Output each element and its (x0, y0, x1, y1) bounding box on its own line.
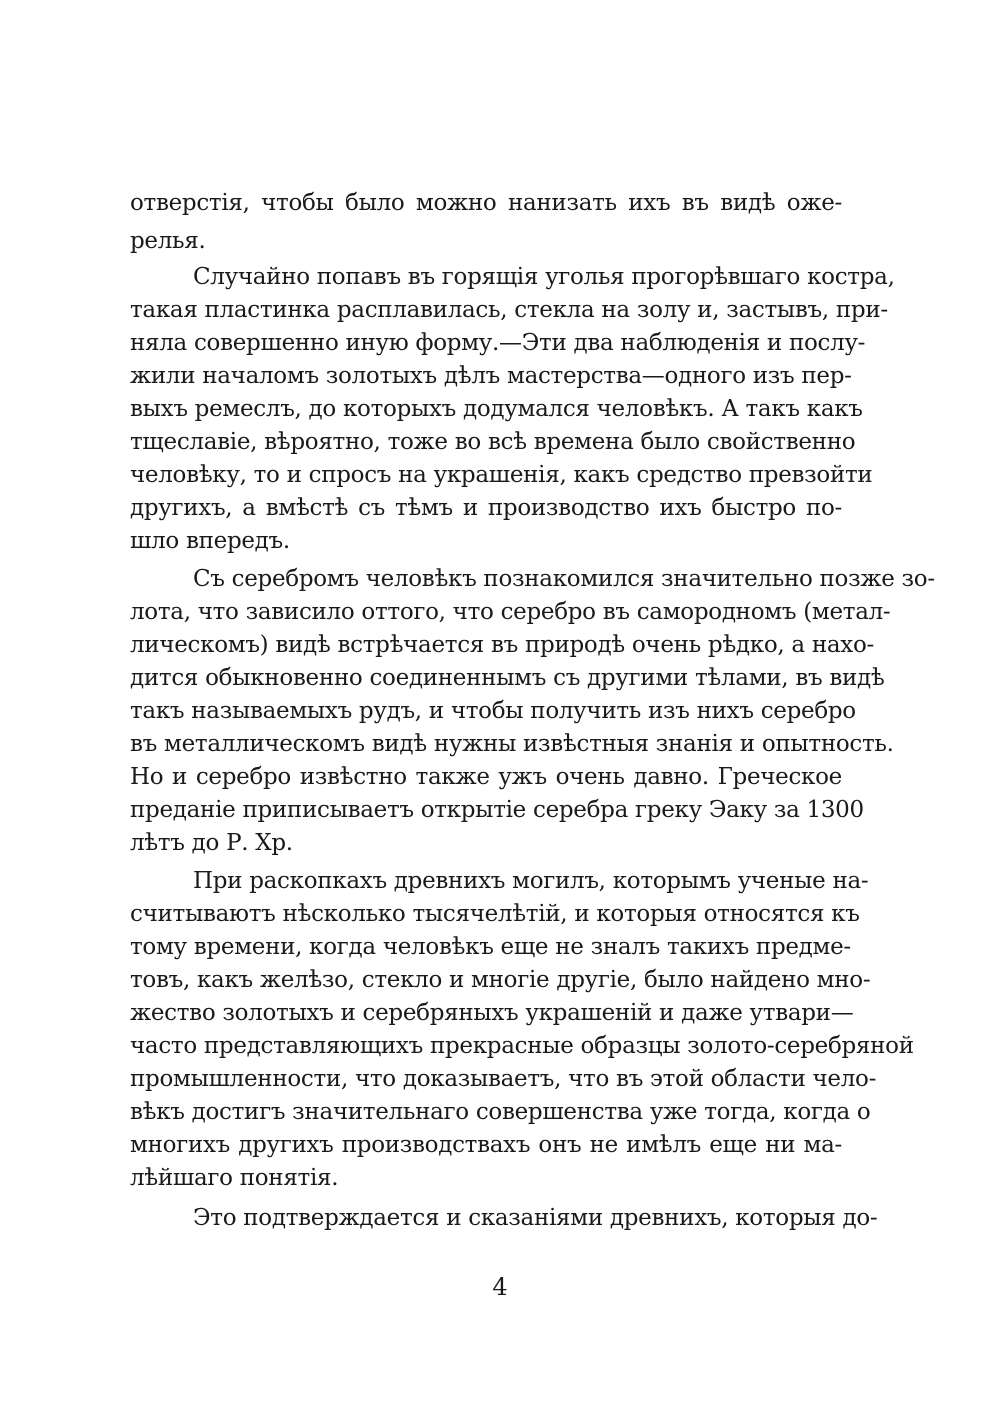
text-line: дится обыкновенно соединеннымъ съ другими тѣлами, въ видѣ (130, 665, 885, 691)
text-line: преданіе приписываетъ открытіе серебра греку Эаку за 1300 (130, 797, 864, 823)
text-line: такая пластинка расплавилась, стекла на золу и, застывъ, при- (130, 297, 888, 323)
text-line: лѣтъ до Р. Хр. (130, 830, 293, 856)
text-line: жество золотыхъ и серебряныхъ украшеній и даже утвари— (130, 1000, 854, 1026)
text-line: релья. (130, 228, 206, 254)
text-line: товъ, какъ желѣзо, стекло и многіе другіе, было найдено мно- (130, 967, 871, 993)
text-line: тому времени, когда человѣкъ еще не зналъ такихъ предме- (130, 934, 851, 960)
text-line: человѣку, то и спросъ на украшенія, какъ средство превзойти (130, 462, 873, 488)
text-line: промышленности, что доказываетъ, что въ этой области чело- (130, 1066, 877, 1092)
page-number: 4 (492, 1273, 508, 1301)
text-line: многихъ другихъ производствахъ онъ не имѣлъ еще ни ма- (130, 1132, 842, 1158)
text-line: няла совершенно иную форму.—Эти два наблюденія и послу- (130, 330, 866, 356)
text-line: Но и серебро извѣстно также ужъ очень давно. Греческое (130, 764, 842, 790)
text-line: выхъ ремеслъ, до которыхъ додумался человѣкъ. А такъ какъ (130, 396, 863, 422)
text-line: тщеславіе, вѣроятно, тоже во всѣ времена было свойственно (130, 429, 856, 455)
text-line: шло впередъ. (130, 528, 290, 554)
text-line: другихъ, а вмѣстѣ съ тѣмъ и производство ихъ быстро по- (130, 495, 842, 521)
text-line: отверстія, чтобы было можно нанизать ихъ въ видѣ оже- (130, 190, 842, 216)
text-line: лическомъ) видѣ встрѣчается въ природѣ очень рѣдко, а нахо- (130, 632, 874, 658)
text-line: Это подтверждается и сказаніями древнихъ, которыя до- (193, 1205, 878, 1231)
text-line: въ металлическомъ видѣ нужны извѣстныя знанія и опытность. (130, 731, 894, 757)
text-line: Случайно попавъ въ горящія уголья прогорѣвшаго костра, (193, 264, 895, 290)
text-line: часто представляющихъ прекрасные образцы золото-серебряной (130, 1033, 914, 1059)
text-line: При раскопкахъ древнихъ могилъ, которымъ ученые на- (193, 868, 869, 894)
text-line: лота, что зависило оттого, что серебро въ самородномъ (метал- (130, 599, 891, 625)
text-line: лѣйшаго понятія. (130, 1165, 339, 1191)
text-line: Съ серебромъ человѣкъ познакомился значительно позже зо- (193, 566, 935, 592)
text-line: вѣкъ достигъ значительнаго совершенства уже тогда, когда о (130, 1099, 871, 1125)
text-line: считываютъ нѣсколько тысячелѣтій, и которыя относятся къ (130, 901, 860, 927)
text-line: жили началомъ золотыхъ дѣлъ мастерства—одного изъ пер- (130, 363, 852, 389)
text-line: такъ называемыхъ рудъ, и чтобы получить изъ нихъ серебро (130, 698, 856, 724)
